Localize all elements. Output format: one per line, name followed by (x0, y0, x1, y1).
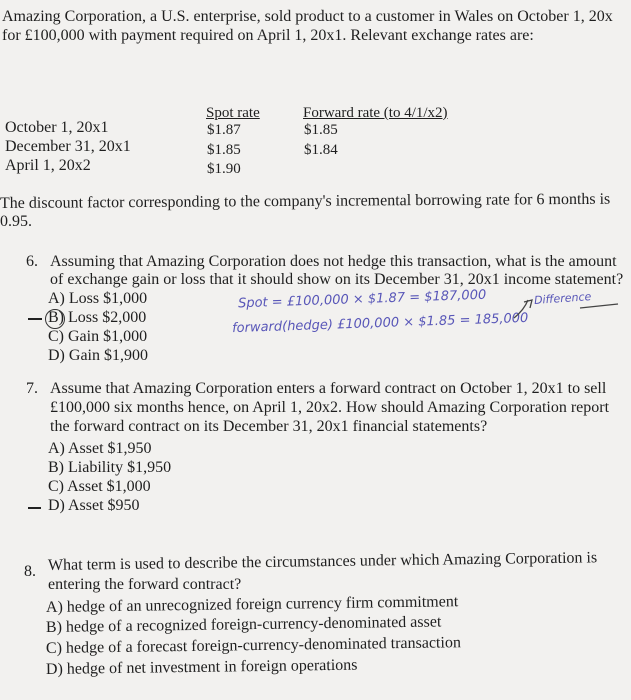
rate-row-date: October 1, 20x1 (5, 119, 109, 136)
q7-option: A) Asset $1,950 (48, 440, 152, 457)
forward-rate-header: Forward rate (to 4/1/x2) (303, 105, 448, 121)
q6-option: C) Gain $1,000 (48, 328, 148, 345)
q6-line-2: of exchange gain or loss that it should show on its December 31, 20x1 income statement? (50, 271, 624, 288)
rate-row-forward: $1.84 (304, 142, 338, 158)
rate-row-date: December 31, 20x1 (5, 138, 131, 155)
q6-option: D) Gain $1,900 (48, 347, 148, 364)
answer-dash-mark (28, 318, 42, 320)
discount-line-2: 0.95. (0, 213, 32, 230)
q7-option: C) Asset $1,000 (48, 478, 151, 495)
handwritten-spot-note: Spot = £100,000 × $1.87 = $187,000 (237, 287, 487, 312)
intro-line-1: Amazing Corporation, a U.S. enterprise, sold product to a customer in Wales on October 1, 20x (2, 8, 613, 25)
q8-line-2: entering the forward contract? (48, 576, 242, 593)
answer-circle-mark (45, 309, 65, 329)
q7-line-2: £100,000 six months hence, on April 1, 20x2. How should Amazing Corporation report (50, 399, 610, 416)
q8-line-1: What term is used to describe the circumstances under which Amazing Corporation is (47, 549, 598, 574)
q6-number: 6. (26, 253, 38, 270)
q8-option: D) hedge of net investment in foreign operations (45, 656, 358, 678)
intro-line-2: for £100,000 with payment required on April 1, 20x1. Relevant exchange rates are: (2, 27, 534, 44)
answer-dash-mark (28, 507, 41, 509)
handwritten-forward-note: forward(hedge) £100,000 × $1.85 = 185,000 (231, 310, 529, 337)
q7-number: 7. (26, 380, 38, 397)
q7-line-1: Assume that Amazing Corporation enters a forward contract on October 1, 20x1 to sell (50, 380, 607, 397)
q8-number: 8. (24, 563, 36, 580)
q8-option: A) hedge of an unrecognized foreign currency firm commitment (45, 593, 459, 616)
rate-row-forward: $1.85 (304, 122, 338, 138)
rate-row-spot: $1.87 (207, 122, 241, 138)
q6-line-1: Assuming that Amazing Corporation does not hedge this transaction, what is the amount (50, 253, 617, 270)
q8-option: B) hedge of a recognized foreign-currency-denominated asset (45, 613, 442, 636)
q7-line-3: the forward contract on its December 31, 20x1 financial statements? (50, 418, 488, 435)
q6-option: B) Loss $2,000 (48, 309, 147, 326)
spot-rate-header: Spot rate (206, 105, 260, 121)
q6-option: A) Loss $1,000 (48, 290, 148, 307)
handwritten-arrow-icon (510, 296, 620, 320)
q7-option: D) Asset $950 (48, 497, 140, 514)
rate-row-spot: $1.90 (207, 161, 241, 177)
rate-row-date: April 1, 20x2 (5, 157, 91, 174)
discount-line-1: The discount factor corresponding to the company's incremental borrowing rate for 6 months is (0, 190, 611, 212)
handwritten-difference-note: Difference (533, 290, 592, 307)
rate-row-spot: $1.85 (207, 142, 241, 158)
q8-option: C) hedge of a forecast foreign-currency-denominated transaction (45, 634, 461, 657)
q7-option: B) Liability $1,950 (48, 459, 172, 476)
